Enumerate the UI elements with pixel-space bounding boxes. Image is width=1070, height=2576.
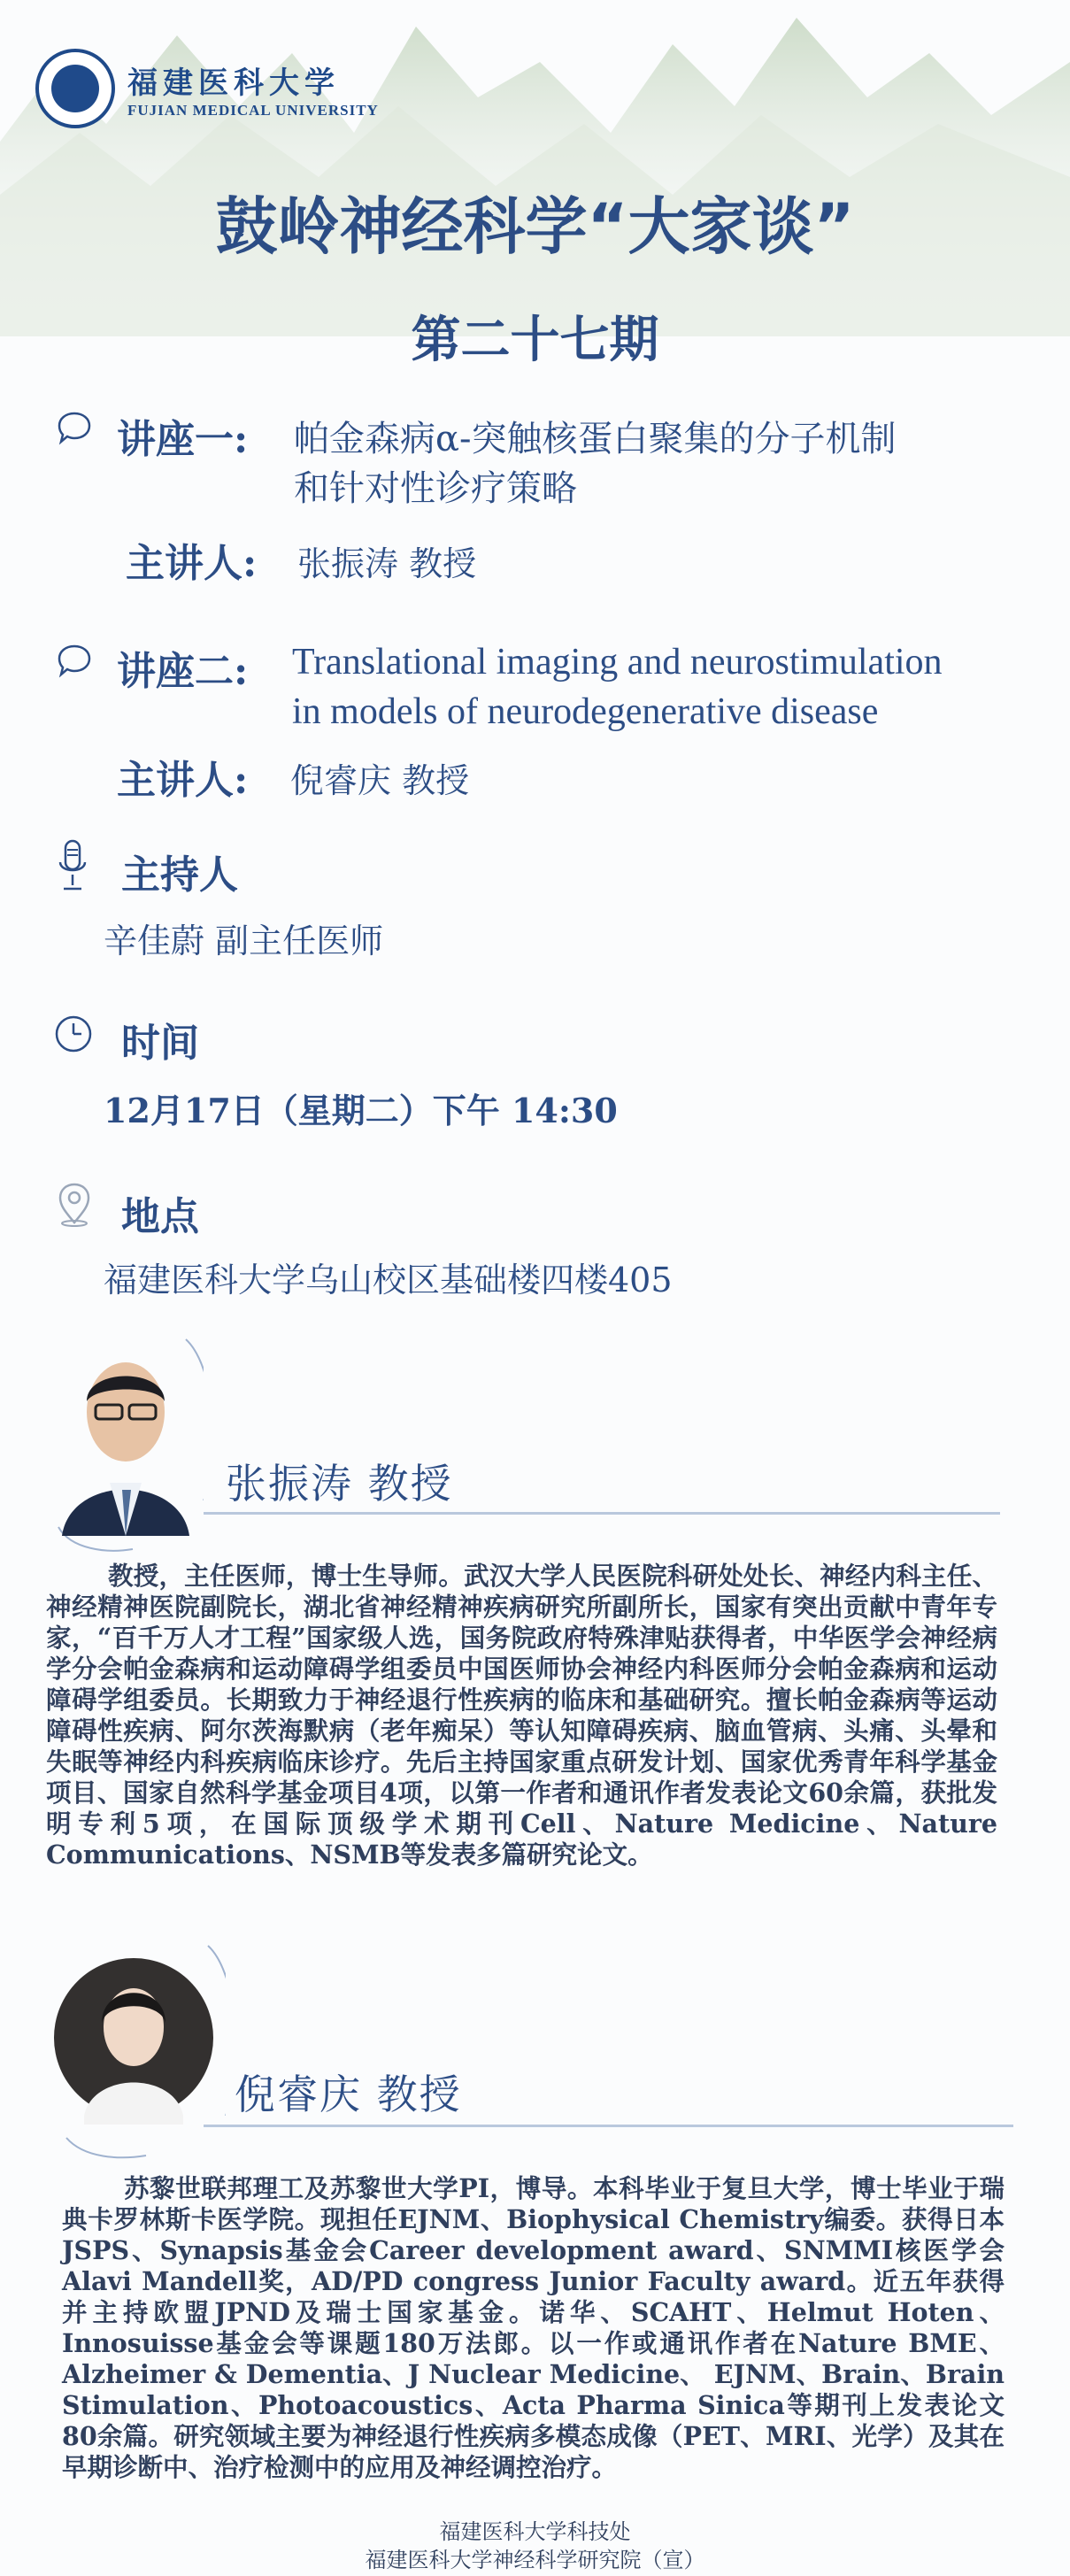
- issue-number: 第二十七期: [411, 312, 659, 369]
- lecture-2-speaker-label: 主讲人:: [117, 758, 249, 803]
- lecture-1-title-line2: 和针对性诊疗策略: [294, 468, 577, 509]
- location-pin-icon: [55, 1182, 94, 1228]
- university-logo: [35, 49, 379, 128]
- speaker-1-name: 张振涛 教授: [226, 1460, 453, 1508]
- time-value: 12月17日（星期二）下午 14:30: [104, 1091, 618, 1130]
- speaker-2-bio: 苏黎世联邦理工及苏黎世大学PI，博导。本科毕业于复旦大学，博士毕业于瑞典卡罗林斯卡医学院。现担任EJNM、Biophysical Chemistry编委。获得日本JSPS、Synapsis基金会Career development award、SNMMI核医学会Alavi Mandell奖，AD/PD congress Junior Faculty award。近五年获得并主持欧盟JPND及瑞士国家基金。诺华、SCAHT、Helmut Hoten、Innosuisse基金会等课题180万法郎。以一作或通讯作者在Nature BME、 Alzheimer & Dementia、J Nuclear Medicine、 EJNM、Brain、Brain Stimulation、Photoacoustics、Acta Pharma Sinica等期刊上发表论文80余篇。研究领域主要为神经退行性疾病多模态成像（PET、MRI、光学）及其在早期诊断中、治疗检测中的应用及神经调控治疗。: [62, 2173, 1005, 2482]
- speaker-1-bio: 教授，主任医师，博士生导师。武汉大学人民医院科研处处长、神经内科主任、神经精神医院副院长，湖北省神经精神疾病研究所副所长，国家有突出贡献中青年专家，“百千万人才工程”国家级人选，国务院政府特殊津贴获得者，中华医学会神经病学分会帕金森病和运动障碍学组委员中国医师协会神经内科医师分会帕金森病和运动障碍学组委员。长期致力于神经退行性疾病的临床和基础研究。擅长帕金森病等运动障碍性疾病、阿尔茨海默病（老年痴呆）等认知障碍疾病、脑血管病、头痛、头晕和失眠等神经内科疾病临床诊疗。先后主持国家重点研发计划、国家优秀青年科学基金项目、国家自然科学基金项目4项，以第一作者和通讯作者发表论文60余篇，获批发明专利5项，在国际顶级学术期刊Cell、Nature Medicine、Nature Communications、NSMB等发表多篇研究论文。: [46, 1561, 997, 1870]
- lecture-2-label: 讲座二:: [117, 649, 249, 694]
- lecture-1-title-line1: 帕金森病α-突触核蛋白聚集的分子机制: [294, 419, 897, 459]
- microphone-icon: [55, 837, 90, 898]
- host-label: 主持人: [121, 852, 238, 898]
- divider-line: [204, 2125, 1013, 2127]
- speech-bubble-icon: [55, 409, 94, 448]
- divider-line: [204, 1512, 1000, 1515]
- clock-icon: [53, 1014, 94, 1054]
- location-label: 地点: [121, 1194, 199, 1239]
- university-seal-icon: [35, 49, 115, 128]
- location-value: 福建医科大学乌山校区基础楼四楼405: [104, 1261, 673, 1300]
- logo-en-text: FUJIAN MEDICAL UNIVERSITY: [127, 101, 379, 119]
- event-title: 鼓岭神经科学“大家谈”: [215, 190, 855, 263]
- footer-line-1: 福建医科大学科技处: [439, 2519, 631, 2544]
- speaker-1-photo: [53, 1332, 204, 1554]
- time-label: 时间: [121, 1021, 199, 1066]
- lecture-2-title-line1: Translational imaging and neurostimulation: [292, 642, 943, 683]
- lecture-1-speaker: 张振涛 教授: [297, 544, 477, 583]
- host-value: 辛佳蔚 副主任医师: [104, 922, 384, 960]
- speaker-2-name: 倪睿庆 教授: [235, 2071, 462, 2118]
- lecture-2-speaker: 倪睿庆 教授: [290, 761, 470, 800]
- speech-bubble-icon: [55, 642, 94, 681]
- lecture-1-speaker-label: 主讲人:: [126, 541, 258, 586]
- lecture-2-title-line2: in models of neurodegenerative disease: [292, 691, 879, 732]
- lecture-1-label: 讲座一:: [117, 417, 249, 462]
- footer-line-2: 福建医科大学神经科学研究院（宣）: [365, 2548, 705, 2572]
- speaker-2-photo: [49, 1939, 226, 2160]
- logo-cn-text: 福建医科大学: [127, 65, 340, 101]
